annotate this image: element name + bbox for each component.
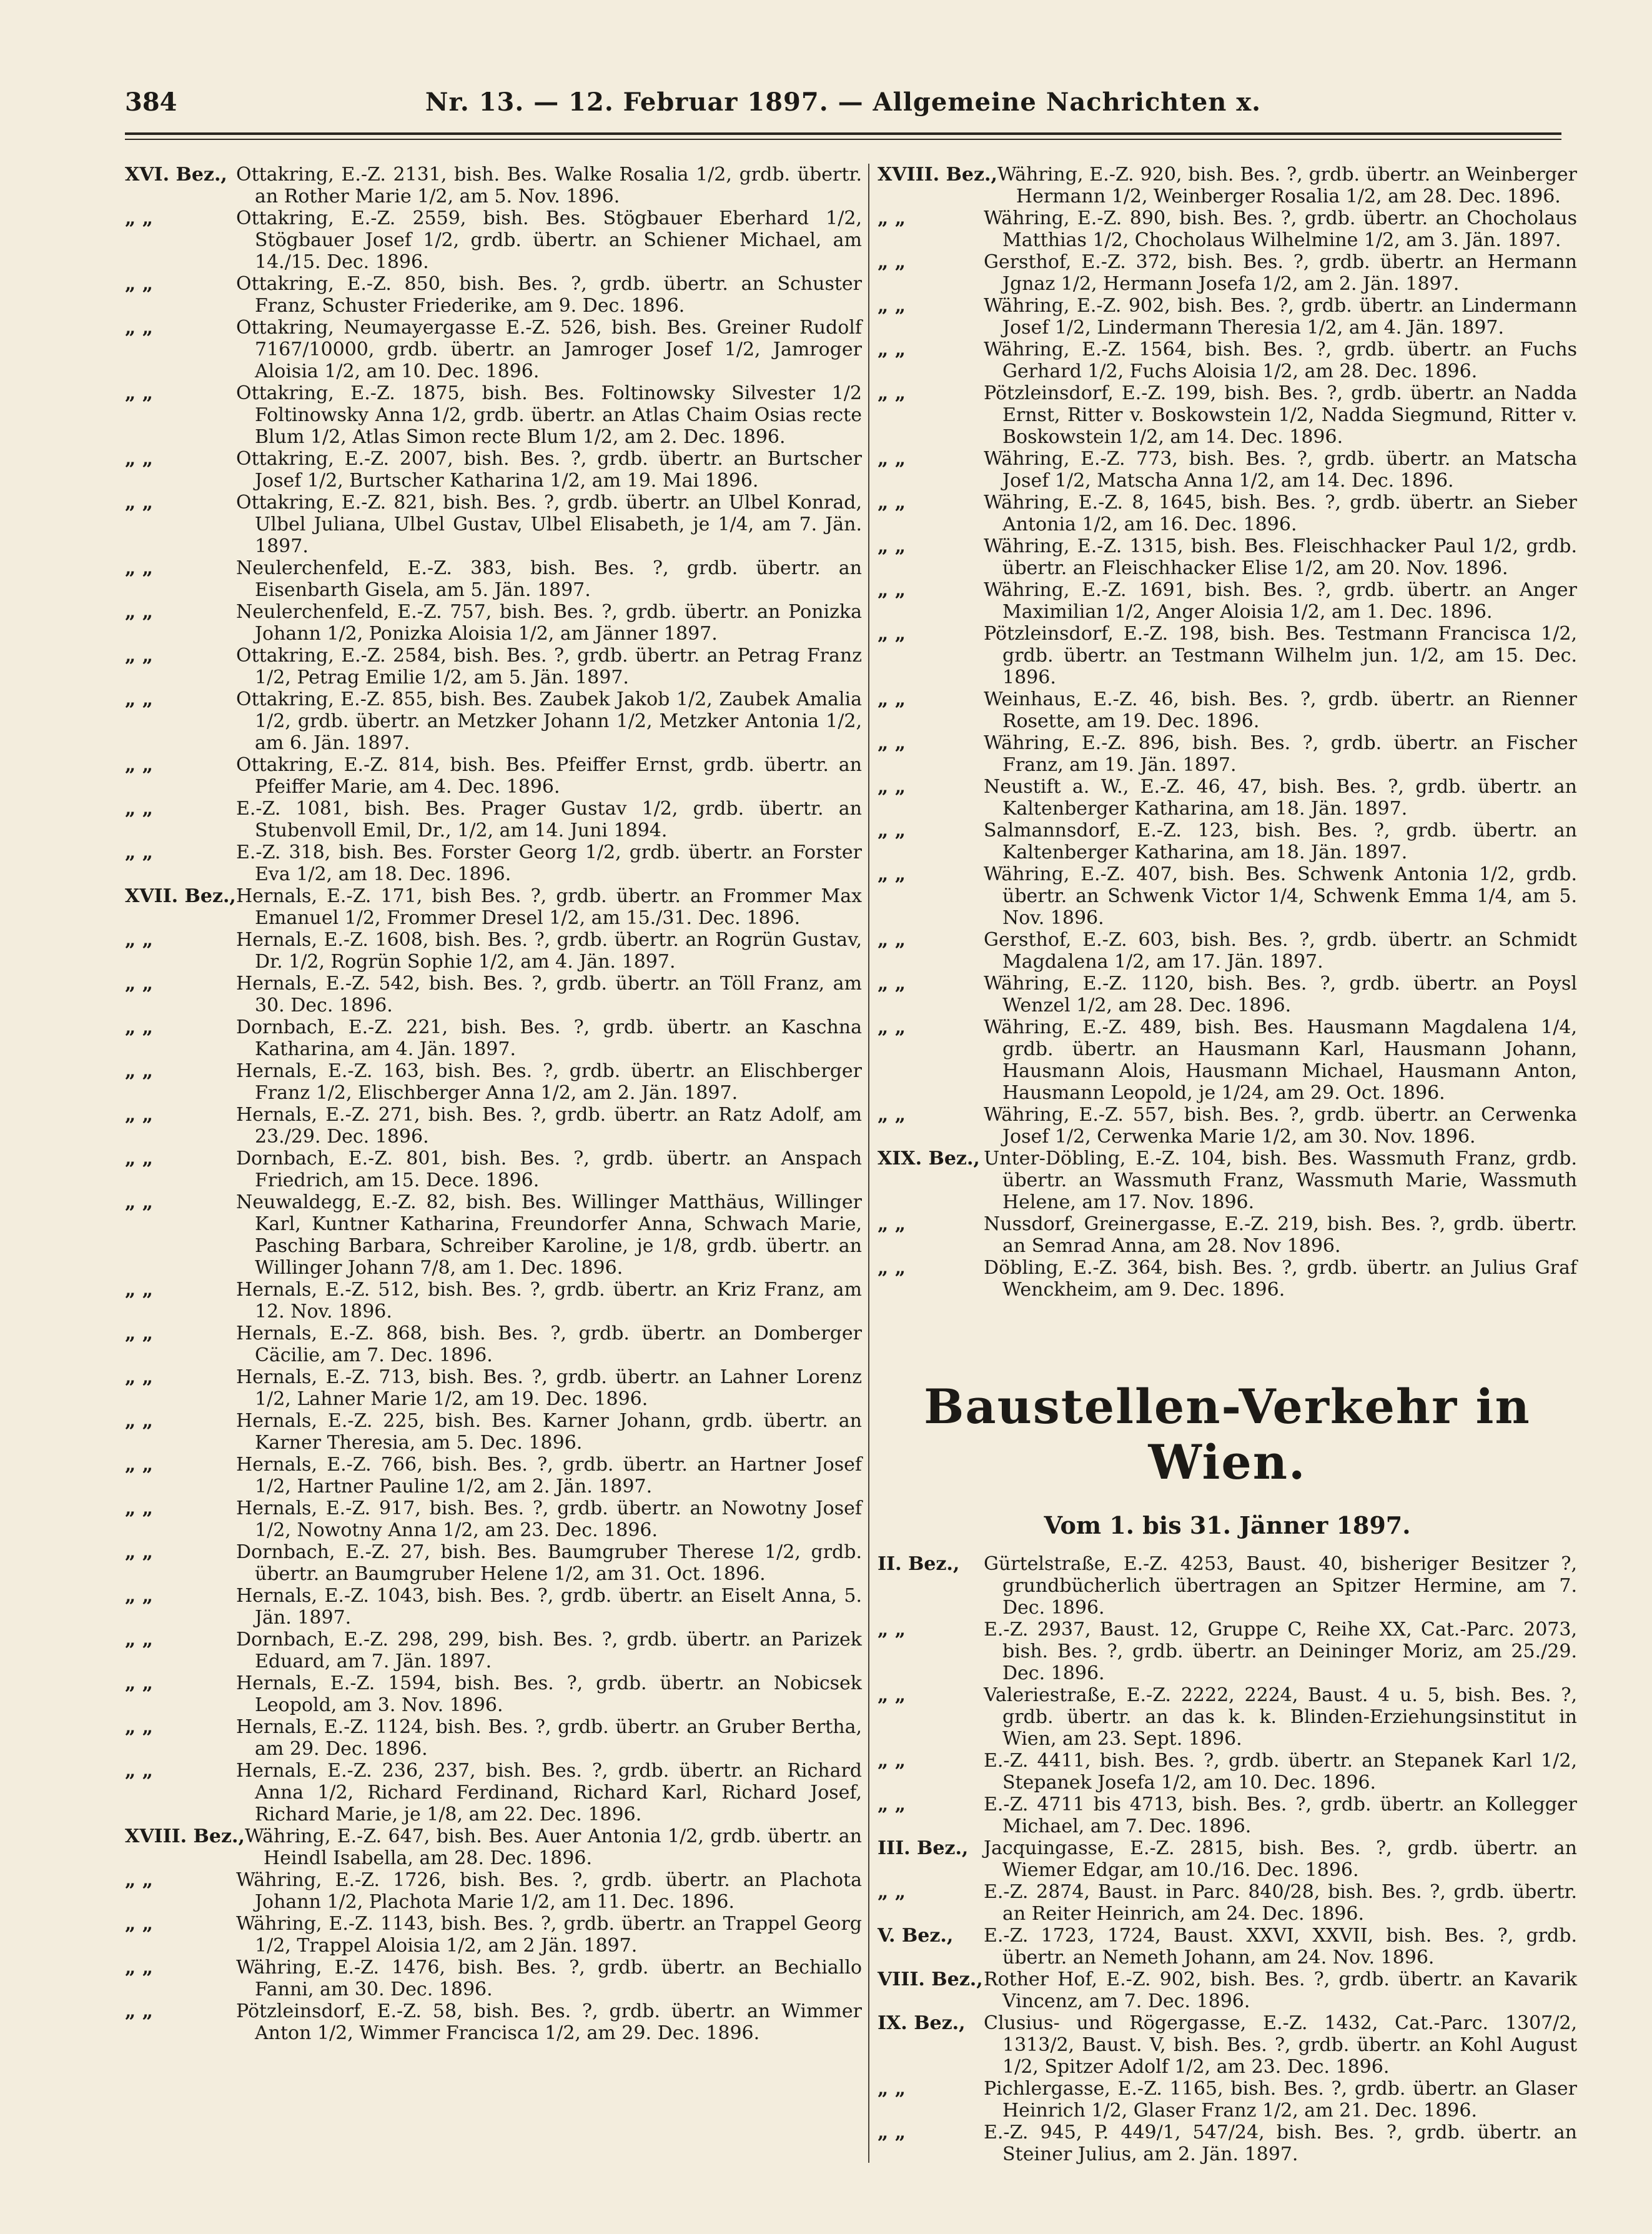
entry-text: Währing, E.-Z. 920, bish. Bes. ?, grdb. übertr. an Weinberger Hermann 1/2, Weinberger Rosalia 1/2, am 28. Dec. 1896. [997, 164, 1577, 207]
register-entry [878, 776, 1577, 820]
register-entry [878, 382, 1577, 448]
entry-text: E.-Z. 318, bish. Bes. Forster Georg 1/2, grdb. übertr. an Forster Eva 1/2, am 18. Dec. 1896. [236, 841, 862, 885]
district-label: XVIII. Bez., [878, 164, 997, 186]
entry-text: Hernals, E.-Z. 917, bish. Bes. ?, grdb. übertr. an Nowotny Josef 1/2, Nowotny Anna 1/2, am 23. Dec. 1896. [236, 1497, 862, 1541]
register-entry [125, 1279, 862, 1323]
district-label: „ „ [125, 557, 153, 579]
entry-text: Hernals, E.-Z. 236, 237, bish. Bes. ?, grdb. übertr. an Richard Anna 1/2, Richard Ferdinand, Richard Karl, Richard Josef, Richard Marie, je 1/8, am 22. Dec. 1896. [236, 1760, 862, 1825]
district-label: II. Bez., [878, 1553, 960, 1575]
entry-text: Währing, E.-Z. 647, bish. Bes. Auer Antonia 1/2, grdb. übertr. an Heindl Isabella, am 28. Dec. 1896. [244, 1825, 862, 1869]
register-entry [878, 1148, 1577, 1213]
entry-text: Hernals, E.-Z. 766, bish. Bes. ?, grdb. übertr. an Hartner Josef 1/2, Hartner Pauline 1/2, am 2. Jän. 1897. [236, 1454, 862, 1497]
entry-text: Hernals, E.-Z. 225, bish. Bes. Karner Johann, grdb. übertr. an Karner Theresia, am 5. Dec. 1896. [236, 1410, 862, 1454]
register-entry [125, 1760, 862, 1825]
register-entry [125, 1454, 862, 1497]
district-label: „ „ [878, 1794, 906, 1815]
district-label: „ „ [878, 207, 906, 229]
register-entry [125, 929, 862, 973]
register-entry [125, 1060, 862, 1104]
register-entry [125, 492, 862, 557]
register-entry [125, 557, 862, 601]
register-entry [125, 973, 862, 1016]
register-entry [878, 1925, 1577, 1968]
district-label: „ „ [125, 645, 153, 667]
district-label: „ „ [878, 1619, 906, 1641]
register-entry [125, 645, 862, 688]
register-entry [878, 820, 1577, 863]
register-entry [878, 1794, 1577, 1837]
register-entry [125, 1585, 862, 1629]
district-label: „ „ [125, 273, 153, 295]
register-entry [125, 273, 862, 317]
register-entry [125, 207, 862, 273]
entry-text: Währing, E.-Z. 557, bish. Bes. ?, grdb. übertr. an Cerwenka Josef 1/2, Cerwenka Marie 1/2, am 30. Nov. 1896. [984, 1104, 1577, 1148]
district-label: „ „ [878, 448, 906, 470]
register-entry [878, 1016, 1577, 1104]
register-entry [878, 1684, 1577, 1750]
entry-text: Hernals, E.-Z. 171, bish Bes. ?, grdb. übertr. an Frommer Max Emanuel 1/2, Frommer Dresel 1/2, am 15./31. Dec. 1896. [236, 885, 862, 929]
district-label: XVI. Bez., [125, 164, 227, 186]
register-entry [878, 863, 1577, 929]
entry-text: Währing, E.-Z. 1476, bish. Bes. ?, grdb. übertr. an Bechiallo Fanni, am 30. Dec. 1896. [236, 1957, 862, 2000]
entry-text: Rother Hof, E.-Z. 902, bish. Bes. ?, grdb. übertr. an Kavarik Vincenz, am 7. Dec. 1896. [984, 1968, 1577, 2012]
entry-text: Clusius- und Rögergasse, E.-Z. 1432, Cat.-Parc. 1307/2, 1313/2, Baust. V, bish. Bes. ?, grdb. übertr. an Kohl August 1/2, Spitzer Adolf 1/2, am 23. Dec. 1896. [984, 2012, 1577, 2078]
entry-text: Währing, E.-Z. 890, bish. Bes. ?, grdb. übertr. an Chocholaus Matthias 1/2, Chocholaus Wilhelmine 1/2, am 3. Jän. 1897. [984, 207, 1577, 251]
district-label: „ „ [125, 841, 153, 863]
entry-text: Ottakring, E.-Z. 2007, bish. Bes. ?, grdb. übertr. an Burtscher Josef 1/2, Burtscher Katharina 1/2, am 19. Mai 1896. [236, 448, 862, 492]
page-title: Nr. 13. — 12. Februar 1897. — Allgemeine Nachrichten x. [425, 87, 1262, 117]
district-label: „ „ [125, 1410, 153, 1432]
district-label: „ „ [878, 732, 906, 754]
district-label: „ „ [125, 1716, 153, 1738]
district-label: VIII. Bez., [878, 1968, 983, 1990]
district-label: „ „ [878, 1213, 906, 1235]
entry-text: Dornbach, E.-Z. 298, 299, bish. Bes. ?, grdb. übertr. an Parizek Eduard, am 7. Jän. 1897. [236, 1629, 862, 1672]
header-rule [125, 132, 1561, 135]
district-label: XVIII. Bez., [125, 1825, 245, 1847]
page-number: 384 [125, 87, 177, 117]
entry-text: Ottakring, E.-Z. 814, bish. Bes. Pfeiffer Ernst, grdb. übertr. an Pfeiffer Marie, am 4. Dec. 1896. [236, 754, 862, 798]
entry-text: E.-Z. 4711 bis 4713, bish. Bes. ?, grdb. übertr. an Kollegger Michael, am 7. Dec. 1896. [984, 1794, 1577, 1837]
entry-text: Ottakring, E.-Z. 2131, bish. Bes. Walke Rosalia 1/2, grdb. übertr. an Rother Marie 1/2, am 5. Nov. 1896. [236, 164, 862, 207]
register-entry [878, 1881, 1577, 1925]
section-subheading: Vom 1. bis 31. Jänner 1897. [1044, 1511, 1411, 1539]
register-entry [125, 1541, 862, 1585]
register-entry [125, 1148, 862, 1191]
entry-text: Währing, E.-Z. 1143, bish. Bes. ?, grdb. übertr. an Trappel Georg 1/2, Trappel Aloisia 1/2, am 2 Jän. 1897. [236, 1913, 862, 1957]
district-label: IX. Bez., [878, 2012, 966, 2034]
entry-text: Ottakring, E.-Z. 2559, bish. Bes. Stögbauer Eberhard 1/2, Stögbauer Josef 1/2, grdb. übertr. an Schiener Michael, am 14./15. Dec. 1896. [236, 207, 862, 273]
district-label: „ „ [125, 1585, 153, 1607]
register-entry [125, 1869, 862, 1913]
register-entry [878, 207, 1577, 251]
register-entry [878, 1257, 1577, 1301]
right-column-entries [878, 164, 1577, 1301]
district-label: „ „ [125, 1760, 153, 1782]
register-entry [878, 1553, 1577, 1619]
district-label: „ „ [878, 492, 906, 514]
register-entry [878, 164, 1577, 207]
entry-text: Währing, E.-Z. 489, bish. Bes. Hausmann Magdalena 1/4, grdb. übertr. an Hausmann Karl, Hausmann Johann, Hausmann Alois, Hausmann Michael, Hausmann Anton, Hausmann Leopold, je 1/24, am 29. Oct. 1896. [984, 1016, 1577, 1104]
register-entry [125, 317, 862, 382]
district-label: „ „ [878, 1684, 906, 1706]
register-entry [125, 1323, 862, 1366]
district-label: „ „ [125, 1497, 153, 1519]
district-label: „ „ [878, 535, 906, 557]
register-entry [878, 1968, 1577, 2012]
register-entry [878, 1750, 1577, 1794]
district-label: „ „ [125, 1672, 153, 1694]
entry-text: Gürtelstraße, E.-Z. 4253, Baust. 40, bisheriger Besitzer ?, grundbücherlich übertragen an Spitzer Hermine, am 7. Dec. 1896. [984, 1553, 1577, 1619]
entry-text: Weinhaus, E.-Z. 46, bish. Bes. ?, grdb. übertr. an Rienner Rosette, am 19. Dec. 1896. [984, 688, 1577, 732]
entry-text: E.-Z. 1081, bish. Bes. Prager Gustav 1/2, grdb. übertr. an Stubenvoll Emil, Dr., 1/2, am 14. Juni 1894. [236, 798, 862, 841]
entry-text: Gersthof, E.-Z. 603, bish. Bes. ?, grdb. übertr. an Schmidt Magdalena 1/2, am 17. Jän. 1897. [984, 929, 1577, 973]
district-label: „ „ [878, 863, 906, 885]
entry-text: Hernals, E.-Z. 163, bish. Bes. ?, grdb. übertr. an Elischberger Franz 1/2, Elischberger Anna 1/2, am 2. Jän. 1897. [236, 1060, 862, 1104]
register-entry [125, 1191, 862, 1279]
entry-text: Neustift a. W., E.-Z. 46, 47, bish. Bes. ?, grdb. übertr. an Kaltenberger Katharina, am 18. Jän. 1897. [984, 776, 1577, 820]
district-label: „ „ [878, 382, 906, 404]
register-entry [125, 1497, 862, 1541]
register-entry [878, 535, 1577, 579]
register-entry [125, 1957, 862, 2000]
district-label: „ „ [125, 601, 153, 623]
entry-text: Ottakring, E.-Z. 2584, bish. Bes. ?, grdb. übertr. an Petrag Franz 1/2, Petrag Emilie 1/2, am 5. Jän. 1897. [236, 645, 862, 688]
district-label: „ „ [125, 1869, 153, 1891]
entry-text: Hernals, E.-Z. 512, bish. Bes. ?, grdb. übertr. an Kriz Franz, am 12. Nov. 1896. [236, 1279, 862, 1323]
entry-text: Valeriestraße, E.-Z. 2222, 2224, Baust. 4 u. 5, bish. Bes. ?, grdb. übertr. an das k. k. Blinden-Erziehungsinstitut in Wien, am 23. Sept. 1896. [984, 1684, 1577, 1750]
header-rule-thin [125, 139, 1561, 140]
district-label: „ „ [125, 448, 153, 470]
register-entry [125, 798, 862, 841]
entry-text: E.-Z. 4411, bish. Bes. ?, grdb. übertr. an Stepanek Karl 1/2, Stepanek Josefa 1/2, am 10. Dec. 1896. [984, 1750, 1577, 1794]
district-label: „ „ [878, 623, 906, 645]
district-label: „ „ [878, 295, 906, 317]
entry-text: Hernals, E.-Z. 713, bish. Bes. ?, grdb. übertr. an Lahner Lorenz 1/2, Lahner Marie 1/2, am 19. Dec. 1896. [236, 1366, 862, 1410]
register-entry [878, 688, 1577, 732]
entry-text: Hernals, E.-Z. 542, bish. Bes. ?, grdb. übertr. an Töll Franz, am 30. Dec. 1896. [236, 973, 862, 1016]
district-label: „ „ [878, 688, 906, 710]
entry-text: Pötzleinsdorf, E.-Z. 58, bish. Bes. ?, grdb. übertr. an Wimmer Anton 1/2, Wimmer Francisca 1/2, am 29. Dec. 1896. [236, 2000, 862, 2044]
entry-text: Währing, E.-Z. 1564, bish. Bes. ?, grdb. übertr. an Fuchs Gerhard 1/2, Fuchs Aloisia 1/2, am 28. Dec. 1896. [984, 339, 1577, 382]
entry-text: Währing, E.-Z. 773, bish. Bes. ?, grdb. übertr. an Matscha Josef 1/2, Matscha Anna 1/2, am 14. Dec. 1896. [984, 448, 1577, 492]
district-label: „ „ [125, 1454, 153, 1476]
register-entry [125, 1366, 862, 1410]
district-label: „ „ [125, 1957, 153, 1978]
entry-text: Pötzleinsdorf, E.-Z. 198, bish. Bes. Testmann Francisca 1/2, grdb. übertr. an Testmann Wilhelm jun. 1/2, am 15. Dec. 1896. [984, 623, 1577, 688]
district-label: „ „ [878, 1104, 906, 1126]
register-entry [878, 973, 1577, 1016]
entry-text: E.-Z. 2874, Baust. in Parc. 840/28, bish. Bes. ?, grdb. übertr. an Reiter Heinrich, am 24. Dec. 1896. [984, 1881, 1577, 1925]
register-entry [125, 2000, 862, 2044]
entry-text: Hernals, E.-Z. 1124, bish. Bes. ?, grdb. übertr. an Gruber Bertha, am 29. Dec. 1896. [236, 1716, 862, 1760]
entry-text: Döbling, E.-Z. 364, bish. Bes. ?, grdb. übertr. an Julius Graf Wenckheim, am 9. Dec. 1896. [984, 1257, 1577, 1301]
left-column [125, 164, 862, 2044]
register-entry [125, 1716, 862, 1760]
register-entry [878, 1837, 1577, 1881]
entry-text: Ottakring, Neumayergasse E.-Z. 526, bish. Bes. Greiner Rudolf 7167/10000, grdb. übertr. an Jamroger Josef 1/2, Jamroger Aloisia 1/2, am 10. Dec. 1896. [236, 317, 862, 382]
register-entry [878, 2078, 1577, 2122]
entry-text: E.-Z. 945, P. 449/1, 547/24, bish. Bes. ?, grdb. übertr. an Steiner Julius, am 2. Jän. 1897. [984, 2122, 1577, 2165]
entry-text: Hernals, E.-Z. 1594, bish. Bes. ?, grdb. übertr. an Nobicsek Leopold, am 3. Nov. 1896. [236, 1672, 862, 1716]
entry-text: Salmannsdorf, E.-Z. 123, bish. Bes. ?, grdb. übertr. an Kaltenberger Katharina, am 18. Jän. 1897. [984, 820, 1577, 863]
entry-text: Währing, E.-Z. 407, bish. Bes. Schwenk Antonia 1/2, grdb. übertr. an Schwenk Victor 1/4, Schwenk Emma 1/4, am 5. Nov. 1896. [984, 863, 1577, 929]
register-entry [878, 251, 1577, 295]
district-label: „ „ [125, 798, 153, 820]
entry-text: E.-Z. 1723, 1724, Baust. XXVI, XXVII, bish. Bes. ?, grdb. übertr. an Nemeth Johann, am 24. Nov. 1896. [984, 1925, 1577, 1968]
register-entry [125, 448, 862, 492]
district-label: „ „ [125, 1279, 153, 1301]
register-entry [125, 1410, 862, 1454]
district-label: „ „ [878, 2078, 906, 2100]
entry-text: Währing, E.-Z. 1691, bish. Bes. ?, grdb. übertr. an Anger Maximilian 1/2, Anger Aloisia 1/2, am 1. Dec. 1896. [984, 579, 1577, 623]
district-label: „ „ [878, 1881, 906, 1903]
register-entry [125, 688, 862, 754]
district-label: „ „ [878, 973, 906, 995]
district-label: „ „ [125, 1191, 153, 1213]
register-entry [878, 1104, 1577, 1148]
entry-text: Hernals, E.-Z. 1043, bish. Bes. ?, grdb. übertr. an Eiselt Anna, 5. Jän. 1897. [236, 1585, 862, 1629]
district-label: „ „ [878, 579, 906, 601]
register-entry [878, 492, 1577, 535]
district-label: XVII. Bez., [125, 885, 236, 907]
district-label: „ „ [125, 382, 153, 404]
entry-text: Unter-Döbling, E.-Z. 104, bish. Bes. Wassmuth Franz, grdb. übertr. an Wassmuth Franz, Wassmuth Marie, Wassmuth Helene, am 17. Nov. 1896. [984, 1148, 1577, 1213]
register-entry [125, 382, 862, 448]
district-label: „ „ [878, 1750, 906, 1772]
district-label: „ „ [125, 929, 153, 951]
register-entry [125, 754, 862, 798]
register-entry [125, 1825, 862, 1869]
entry-text: Währing, E.-Z. 1726, bish. Bes. ?, grdb. übertr. an Plachota Johann 1/2, Plachota Marie 1/2, am 11. Dec. 1896. [236, 1869, 862, 1913]
entry-text: Dornbach, E.-Z. 221, bish. Bes. ?, grdb. übertr. an Kaschna Katharina, am 4. Jän. 1897. [236, 1016, 862, 1060]
entry-text: Nussdorf, Greinergasse, E.-Z. 219, bish. Bes. ?, grdb. übertr. an Semrad Anna, am 28. Nov 1896. [984, 1213, 1577, 1257]
entry-text: Währing, E.-Z. 896, bish. Bes. ?, grdb. übertr. an Fischer Franz, am 19. Jän. 1897. [984, 732, 1577, 776]
district-label: III. Bez., [878, 1837, 969, 1859]
entry-text: Neulerchenfeld, E.-Z. 757, bish. Bes. ?, grdb. übertr. an Ponizka Johann 1/2, Ponizka Aloisia 1/2, am Jänner 1897. [236, 601, 862, 645]
district-label: „ „ [878, 2122, 906, 2143]
register-entry [878, 2012, 1577, 2078]
district-label: XIX. Bez., [878, 1148, 980, 1169]
register-entry [125, 1016, 862, 1060]
district-label: „ „ [878, 1257, 906, 1279]
register-entry [125, 885, 862, 929]
district-label: „ „ [878, 776, 906, 798]
district-label: „ „ [125, 1060, 153, 1082]
district-label: „ „ [125, 317, 153, 339]
district-label: „ „ [878, 820, 906, 841]
entry-text: Währing, E.-Z. 1315, bish. Bes. Fleischhacker Paul 1/2, grdb. übertr. an Fleischhacker Elise 1/2, am 20. Nov. 1896. [984, 535, 1577, 579]
entry-text: Dornbach, E.-Z. 801, bish. Bes. ?, grdb. übertr. an Anspach Friedrich, am 15. Dece. 1896. [236, 1148, 862, 1191]
district-label: „ „ [125, 1104, 153, 1126]
register-entry [125, 841, 862, 885]
district-label: „ „ [125, 1148, 153, 1169]
register-entry [878, 339, 1577, 382]
district-label: V. Bez., [878, 1925, 954, 1947]
section-entries [878, 1553, 1577, 2165]
district-label: „ „ [125, 754, 153, 776]
district-label: „ „ [125, 1629, 153, 1651]
entry-text: Ottakring, E.-Z. 1875, bish. Bes. Foltinowsky Silvester 1/2 Foltinowsky Anna 1/2, grdb. übertr. an Atlas Chaim Osias recte Blum 1/2, Atlas Simon recte Blum 1/2, am 2. Dec. 1896. [236, 382, 862, 448]
register-entry [125, 1104, 862, 1148]
register-entry [125, 1672, 862, 1716]
district-label: „ „ [878, 339, 906, 360]
entry-text: Hernals, E.-Z. 271, bish. Bes. ?, grdb. übertr. an Ratz Adolf, am 23./29. Dec. 1896. [236, 1104, 862, 1148]
entry-text: Währing, E.-Z. 902, bish. Bes. ?, grdb. übertr. an Lindermann Josef 1/2, Lindermann Theresia 1/2, am 4. Jän. 1897. [984, 295, 1577, 339]
entry-text: Pötzleinsdorf, E.-Z. 199, bish. Bes. ?, grdb. übertr. an Nadda Ernst, Ritter v. Boskowstein 1/2, Nadda Siegmund, Ritter v. Boskowstein 1/2, am 14. Dec. 1896. [984, 382, 1577, 448]
register-entry [878, 1619, 1577, 1684]
entry-text: Ottakring, E.-Z. 850, bish. Bes. ?, grdb. übertr. an Schuster Franz, Schuster Friederike, am 9. Dec. 1896. [236, 273, 862, 317]
entry-text: Pichlergasse, E.-Z. 1165, bish. Bes. ?, grdb. übertr. an Glaser Heinrich 1/2, Glaser Franz 1/2, am 21. Dec. 1896. [984, 2078, 1577, 2122]
entry-text: Ottakring, E.-Z. 821, bish. Bes. ?, grdb. übertr. an Ulbel Konrad, Ulbel Juliana, Ulbel Gustav, Ulbel Elisabeth, je 1/4, am 7. Jän. 1897. [236, 492, 862, 557]
district-label: „ „ [125, 1366, 153, 1388]
register-entry [878, 929, 1577, 973]
entry-text: Ottakring, E.-Z. 855, bish. Bes. Zaubek Jakob 1/2, Zaubek Amalia 1/2, grdb. übertr. an Metzker Johann 1/2, Metzker Antonia 1/2, am 6. Jän. 1897. [236, 688, 862, 754]
district-label: „ „ [125, 1323, 153, 1344]
entry-text: Hernals, E.-Z. 868, bish. Bes. ?, grdb. übertr. an Domberger Cäcilie, am 7. Dec. 1896. [236, 1323, 862, 1366]
entry-text: Jacquingasse, E.-Z. 2815, bish. Bes. ?, grdb. übertr. an Wiemer Edgar, am 10./16. Dec. 1896. [984, 1837, 1577, 1881]
entry-text: E.-Z. 2937, Baust. 12, Gruppe C, Reihe XX, Cat.-Parc. 2073, bish. Bes. ?, grdb. übertr. an Deininger Moriz, am 25./29. Dec. 1896. [984, 1619, 1577, 1684]
entry-text: Währing, E.-Z. 1120, bish. Bes. ?, grdb. übertr. an Poysl Wenzel 1/2, am 28. Dec. 1896. [984, 973, 1577, 1016]
section-heading: Baustellen-Verkehr in Wien. [924, 1379, 1531, 1490]
register-entry [878, 623, 1577, 688]
register-entry [878, 2122, 1577, 2165]
register-entry [878, 1213, 1577, 1257]
district-label: „ „ [125, 207, 153, 229]
entry-text: Dornbach, E.-Z. 27, bish. Bes. Baumgruber Therese 1/2, grdb. übertr. an Baumgruber Helene 1/2, am 31. Oct. 1896. [236, 1541, 862, 1585]
entry-text: Gersthof, E.-Z. 372, bish. Bes. ?, grdb. übertr. an Hermann Jgnaz 1/2, Hermann Josefa 1/2, am 2. Jän. 1897. [984, 251, 1577, 295]
register-entry [878, 579, 1577, 623]
register-entry [125, 1913, 862, 1957]
district-label: „ „ [125, 1913, 153, 1935]
register-entry [125, 164, 862, 207]
district-label: „ „ [878, 1016, 906, 1038]
register-entry [878, 295, 1577, 339]
register-entry [125, 1629, 862, 1672]
entry-text: Hernals, E.-Z. 1608, bish. Bes. ?, grdb. übertr. an Rogrün Gustav, Dr. 1/2, Rogrün Sophie 1/2, am 4. Jän. 1897. [236, 929, 862, 973]
right-column [878, 164, 1577, 2165]
page-header [125, 87, 1561, 137]
entry-text: Währing, E.-Z. 8, 1645, bish. Bes. ?, grdb. übertr. an Sieber Antonia 1/2, am 16. Dec. 1896. [984, 492, 1577, 535]
district-label: „ „ [125, 492, 153, 514]
district-label: „ „ [125, 973, 153, 995]
entry-text: Neuwaldegg, E.-Z. 82, bish. Bes. Willinger Matthäus, Willinger Karl, Kuntner Katharina, Freundorfer Anna, Schwach Marie, Pasching Barbara, Schreiber Karoline, je 1/8, grdb. übertr. an Willinger Johann 7/8, am 1. Dec. 1896. [236, 1191, 862, 1279]
district-label: „ „ [878, 929, 906, 951]
district-label: „ „ [878, 251, 906, 273]
district-label: „ „ [125, 1541, 153, 1563]
register-entry [878, 448, 1577, 492]
register-entry [878, 732, 1577, 776]
district-label: „ „ [125, 2000, 153, 2022]
column-divider [868, 164, 869, 2163]
district-label: „ „ [125, 1016, 153, 1038]
district-label: „ „ [125, 688, 153, 710]
register-entry [125, 601, 862, 645]
entry-text: Neulerchenfeld, E.-Z. 383, bish. Bes. ?, grdb. übertr. an Eisenbarth Gisela, am 5. Jän. 1897. [236, 557, 862, 601]
